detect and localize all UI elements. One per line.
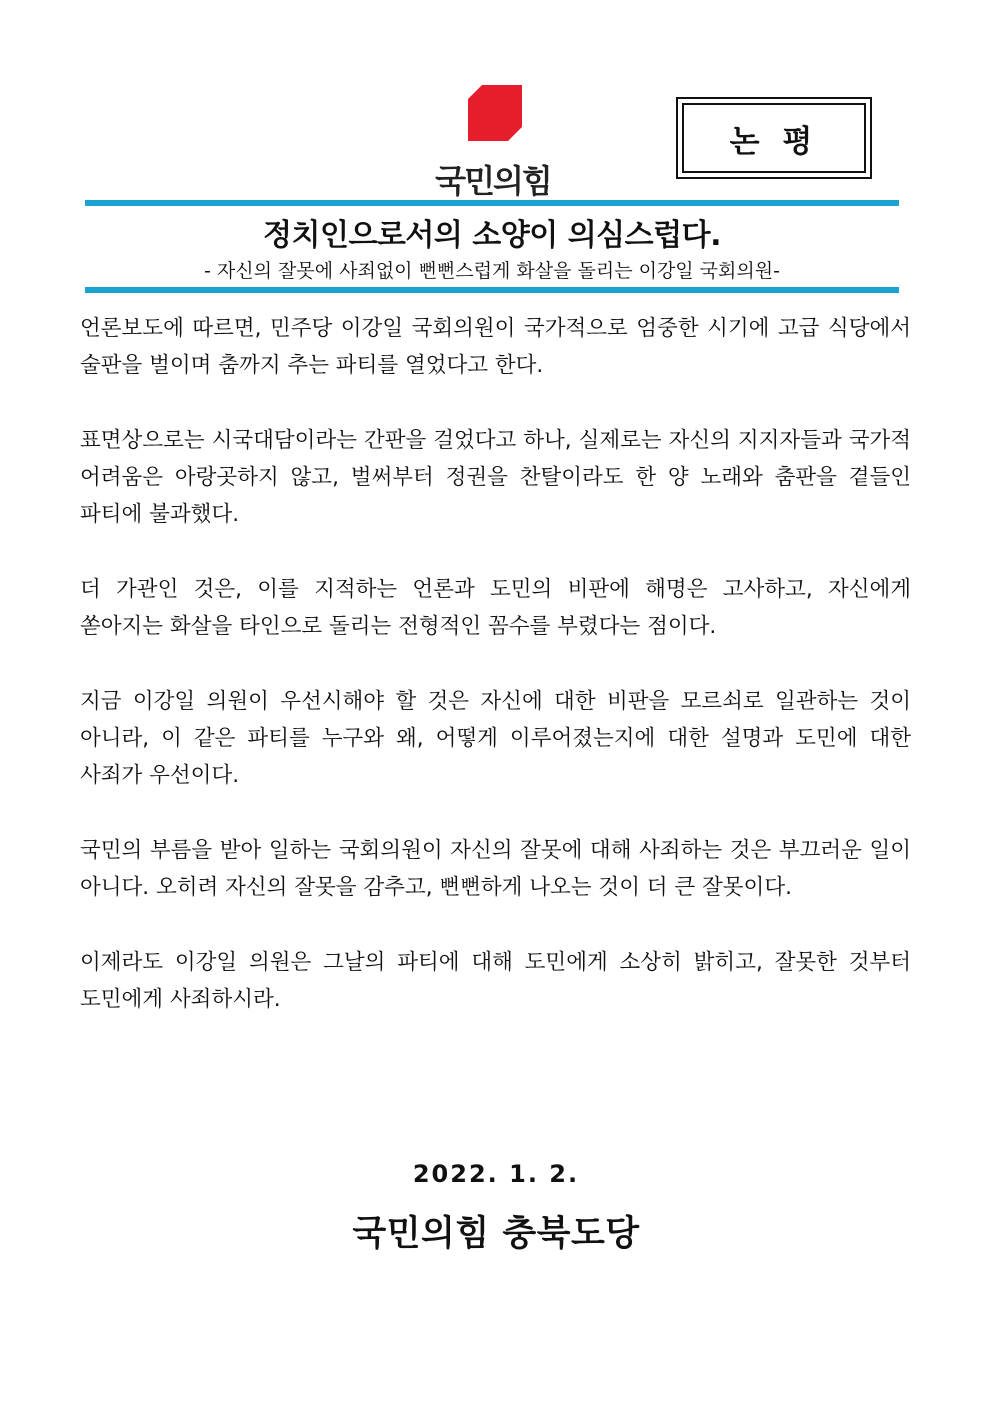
header-divider-top	[85, 200, 899, 206]
document-title: 정치인으로서의 소양이 의심스럽다.	[263, 218, 721, 253]
header-divider-bottom	[85, 287, 899, 293]
document-body	[80, 310, 911, 1056]
body-paragraph: 지금 이강일 의원이 우선시해야 할 것은 자신에 대한 비판을 모르쇠로 일관하는 것이 아니라, 이 같은 파티를 누구와 왜, 어떻게 이루어졌는지에 대한 설명과 도민에 대한 사죄가 우선이다.	[80, 689, 911, 788]
body-paragraph: 이제라도 이강일 의원은 그날의 파티에 대해 도민에게 소상히 밝히고, 잘못한 것부터 도민에게 사죄하시라.	[80, 950, 911, 1012]
party-logo-text: 국민의힘	[435, 162, 551, 200]
body-paragraph: 더 가관인 것은, 이를 지적하는 언론과 도민의 비판에 해명은 고사하고, 자신에게 쏟아지는 화살을 타인으로 돌리는 전형적인 꼼수를 부렸다는 점이다.	[80, 577, 911, 639]
issuing-organization: 국민의힘 충북도당	[352, 1214, 640, 1254]
document-type-badge	[676, 97, 872, 179]
body-paragraph: 국민의 부름을 받아 일하는 국회의원이 자신의 잘못에 대해 사죄하는 것은 부끄러운 일이 아니다. 오히려 자신의 잘못을 감추고, 뻔뻔하게 나오는 것이 더 큰 잘못이다.	[80, 838, 911, 900]
body-paragraph: 표면상으로는 시국대담이라는 간판을 걸었다고 하나, 실제로는 자신의 지지자들과 국가적 어려움은 아랑곳하지 않고, 벌써부터 정권을 찬탈이라도 한 양 노래와 춤판을 곁들인 파티에 불과했다.	[80, 428, 911, 527]
party-logo	[418, 82, 568, 198]
document-subtitle: - 자신의 잘못에 사죄없이 뻔뻔스럽게 화살을 돌리는 이강일 국회의원-	[204, 260, 780, 282]
body-paragraph: 언론보도에 따르면, 민주당 이강일 국회의원이 국가적으로 엄중한 시기에 고급 식당에서 술판을 벌이며 춤까지 추는 파티를 열었다고 한다.	[80, 316, 911, 378]
document-type-label: 논 평	[682, 103, 866, 173]
party-logo-mark-icon	[468, 85, 522, 141]
issue-date: 2022. 1. 2.	[412, 1160, 580, 1188]
